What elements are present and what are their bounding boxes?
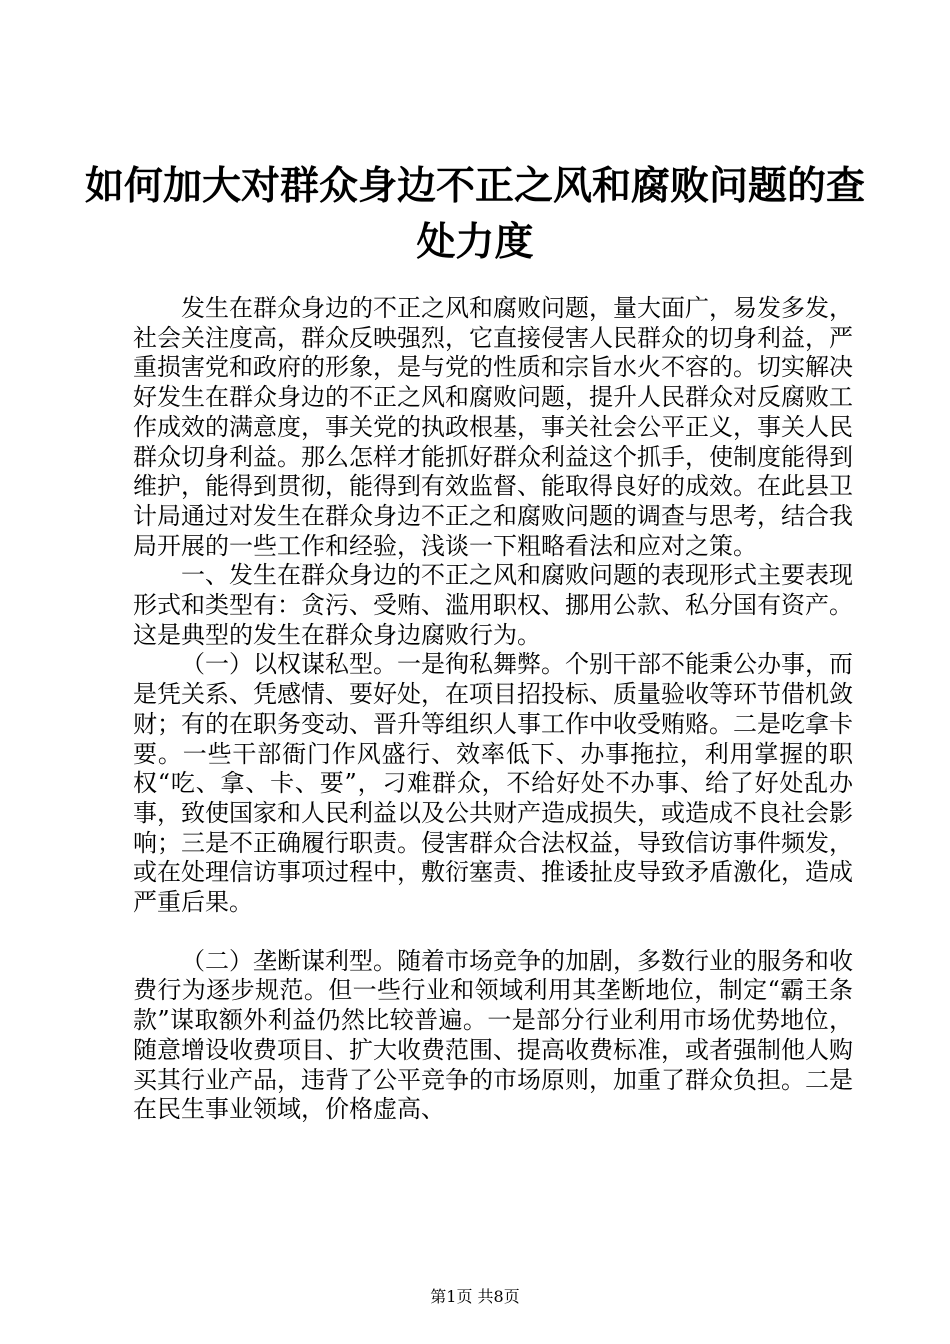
title-line-1: 如何加大对群众身边不正之风和腐败问题的查	[84, 163, 865, 209]
paragraph-subsection-2: （二）垄断谋利型。随着市场竞争的加剧，多数行业的服务和收费行为逐步规范。但一些行业和领域利用其垄断地位，制定“霸王条款”谋取额外利益仍然比较普遍。一是部分行业利用市场优势地位，随意增设收费项目、扩大收费范围、提高收费标准，或者强制他人购买其行业产品，违背了公平竞争的市场原则，加重了群众负担。二是在民生事业领域，价格虚高、	[133, 946, 853, 1124]
document-body	[133, 294, 853, 1125]
paragraph-section-1: 一、发生在群众身边的不正之风和腐败问题的表现形式主要表现形式和类型有：贪污、受贿、滥用职权、挪用公款、私分国有资产。这是典型的发生在群众身边腐败行为。	[133, 561, 853, 649]
paragraph-subsection-1: （一）以权谋私型。一是徇私舞弊。个别干部不能秉公办事，而是凭关系、凭感情、要好处，在项目招投标、质量验收等环节借机敛财；有的在职务变动、晋升等组织人事工作中收受贿赂。二是吃拿卡要。一些干部衙门作风盛行、效率低下、办事拖拉，利用掌握的职权“吃、拿、卡、要”，刁难群众，不给好处不办事、给了好处乱办事，致使国家和人民利益以及公共财产造成损失，或造成不良社会影响；三是不正确履行职责。侵害群众合法权益，导致信访事件频发，或在处理信访事项过程中，敷衍塞责、推诿扯皮导致矛盾激化，造成严重后果。	[133, 650, 853, 917]
document-title	[60, 158, 890, 270]
page-number-footer: 第1页 共8页	[430, 1287, 520, 1306]
paragraph-intro: 发生在群众身边的不正之风和腐败问题，量大面广，易发多发，社会关注度高，群众反映强烈，它直接侵害人民群众的切身利益，严重损害党和政府的形象，是与党的性质和宗旨水火不容的。切实解决好发生在群众身边的不正之风和腐败问题，提升人民群众对反腐败工作成效的满意度，事关党的执政根基，事关社会公平正义，事关人民群众切身利益。那么怎样才能抓好群众利益这个抓手，使制度能得到维护，能得到贯彻，能得到有效监督、能取得良好的成效。在此县卫计局通过对发生在群众身边不正之和腐败问题的调查与思考，结合我局开展的一些工作和经验，浅谈一下粗略看法和应对之策。	[133, 294, 853, 560]
title-line-2: 处力度	[416, 219, 534, 265]
